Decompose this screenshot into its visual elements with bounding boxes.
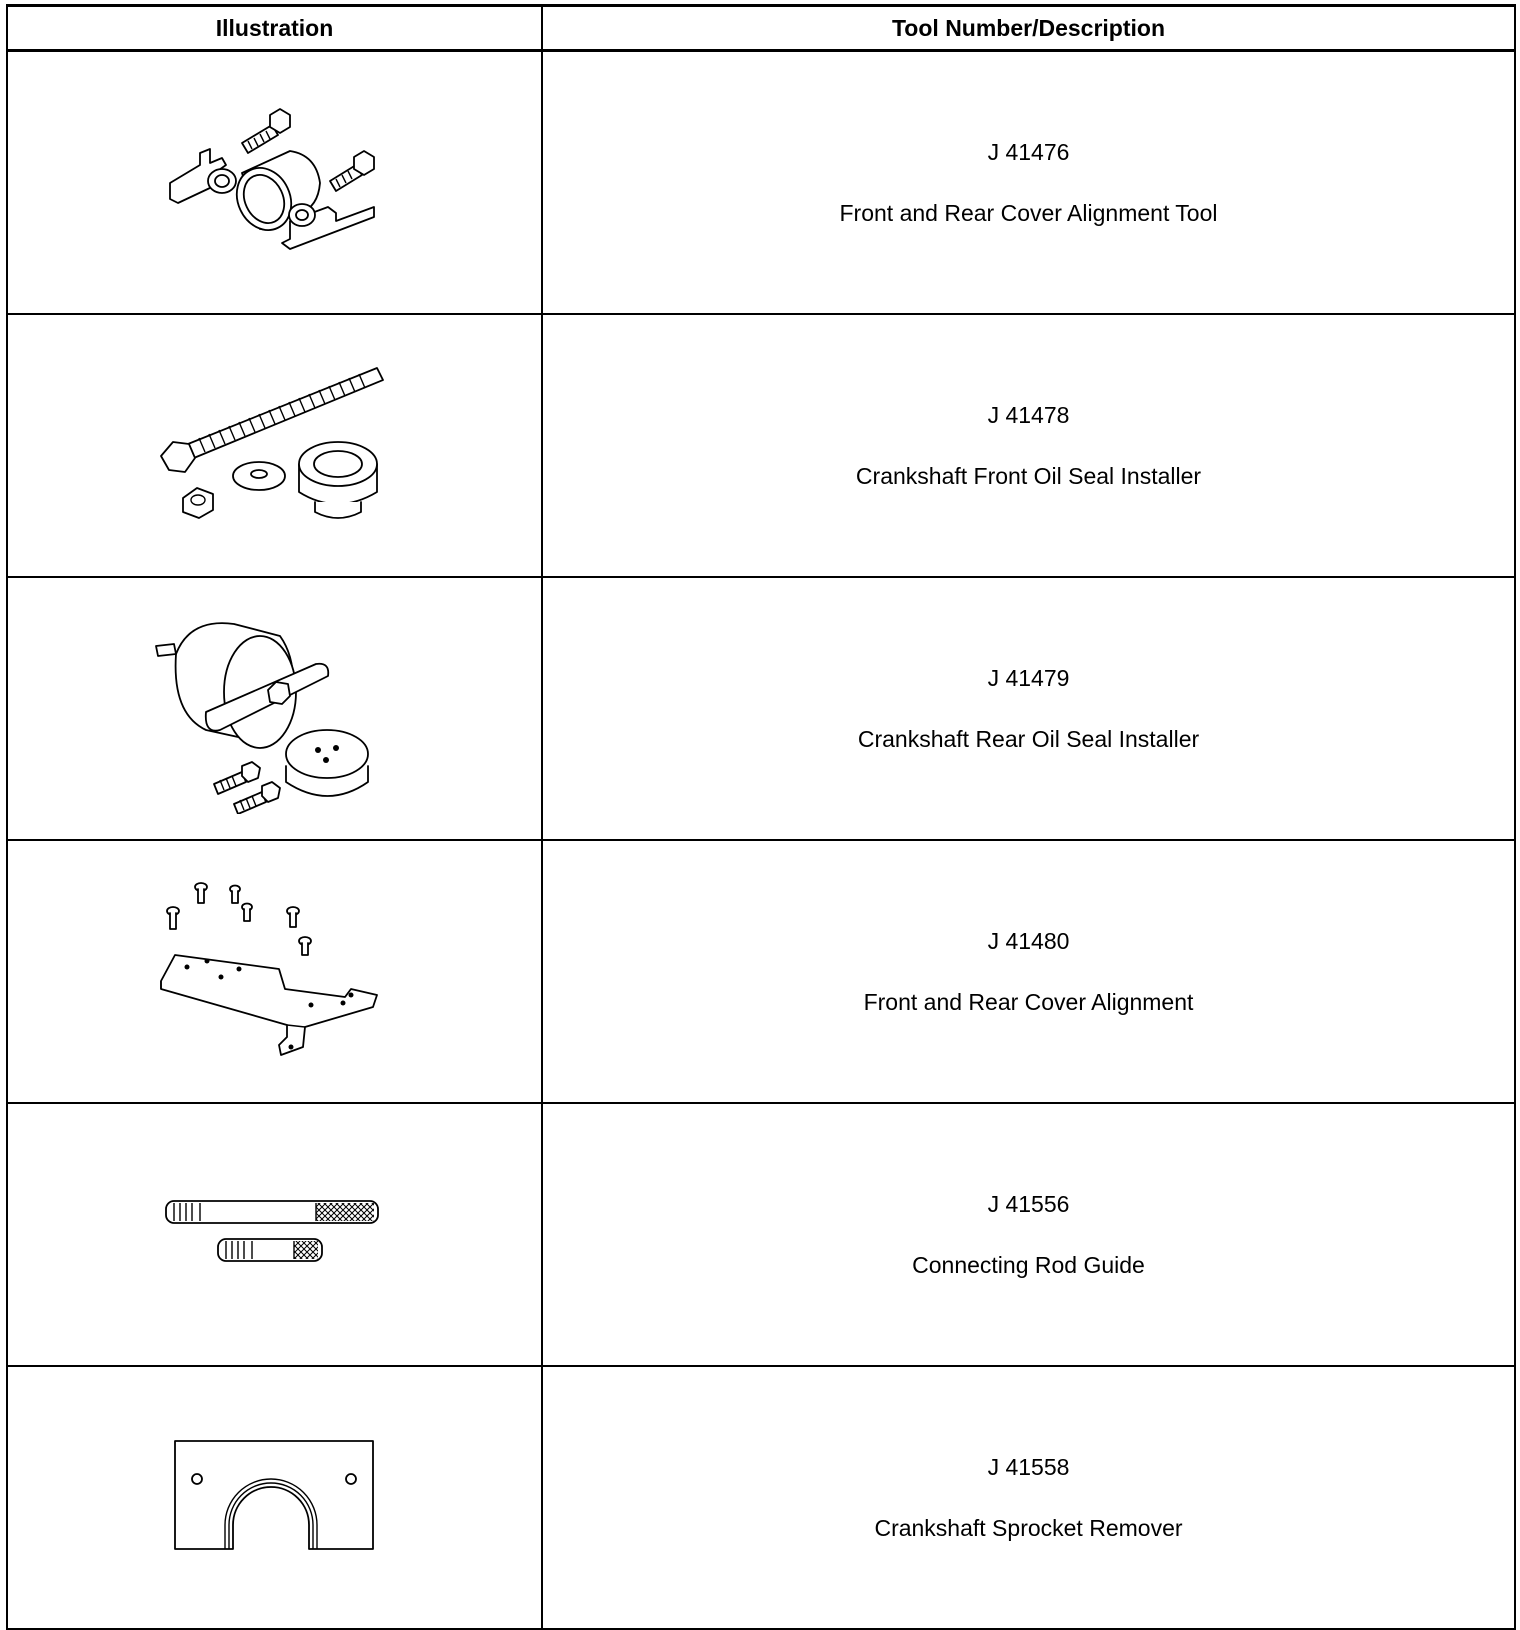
table-row (7, 1366, 1515, 1629)
tool-description: Crankshaft Rear Oil Seal Installer (857, 725, 1200, 752)
table-row (7, 577, 1515, 840)
table-header-row (7, 6, 1515, 51)
tool-info-cell (542, 577, 1515, 840)
tool-description: Front and Rear Cover Alignment (863, 988, 1194, 1015)
illustration-cell (7, 840, 542, 1103)
tool-info-cell (542, 314, 1515, 577)
tool-number: J 41480 (987, 927, 1070, 954)
table-row (7, 840, 1515, 1103)
front-oil-seal-installer-icon (155, 356, 395, 536)
header-illustration: Illustration (7, 6, 542, 51)
illustration-cell (7, 314, 542, 577)
tool-description: Crankshaft Sprocket Remover (874, 1514, 1183, 1541)
tool-info-cell (542, 51, 1515, 315)
cover-alignment-tool-icon (160, 103, 390, 263)
sprocket-remover-icon (165, 1433, 385, 1563)
tool-info-cell (542, 840, 1515, 1103)
cover-alignment-plate-icon (155, 877, 395, 1067)
rear-oil-seal-installer-icon (150, 604, 400, 814)
illustration-cell (7, 577, 542, 840)
tool-table (6, 4, 1516, 1630)
tool-number: J 41556 (987, 1190, 1070, 1217)
illustration-cell (7, 51, 542, 315)
table-row (7, 1103, 1515, 1366)
tool-description: Front and Rear Cover Alignment Tool (839, 199, 1218, 226)
tool-description: Connecting Rod Guide (912, 1251, 1145, 1278)
tool-info-cell (542, 1103, 1515, 1366)
header-tool-number-description: Tool Number/Description (542, 6, 1515, 51)
illustration-cell (7, 1103, 542, 1366)
table-row (7, 51, 1515, 315)
tool-number: J 41478 (987, 401, 1070, 428)
connecting-rod-guide-icon (160, 1195, 390, 1275)
tool-number: J 41479 (987, 664, 1070, 691)
tool-description: Crankshaft Front Oil Seal Installer (855, 462, 1202, 489)
tool-number: J 41558 (987, 1453, 1070, 1480)
table-row (7, 314, 1515, 577)
tool-info-cell (542, 1366, 1515, 1629)
illustration-cell (7, 1366, 542, 1629)
tool-number: J 41476 (987, 138, 1070, 165)
